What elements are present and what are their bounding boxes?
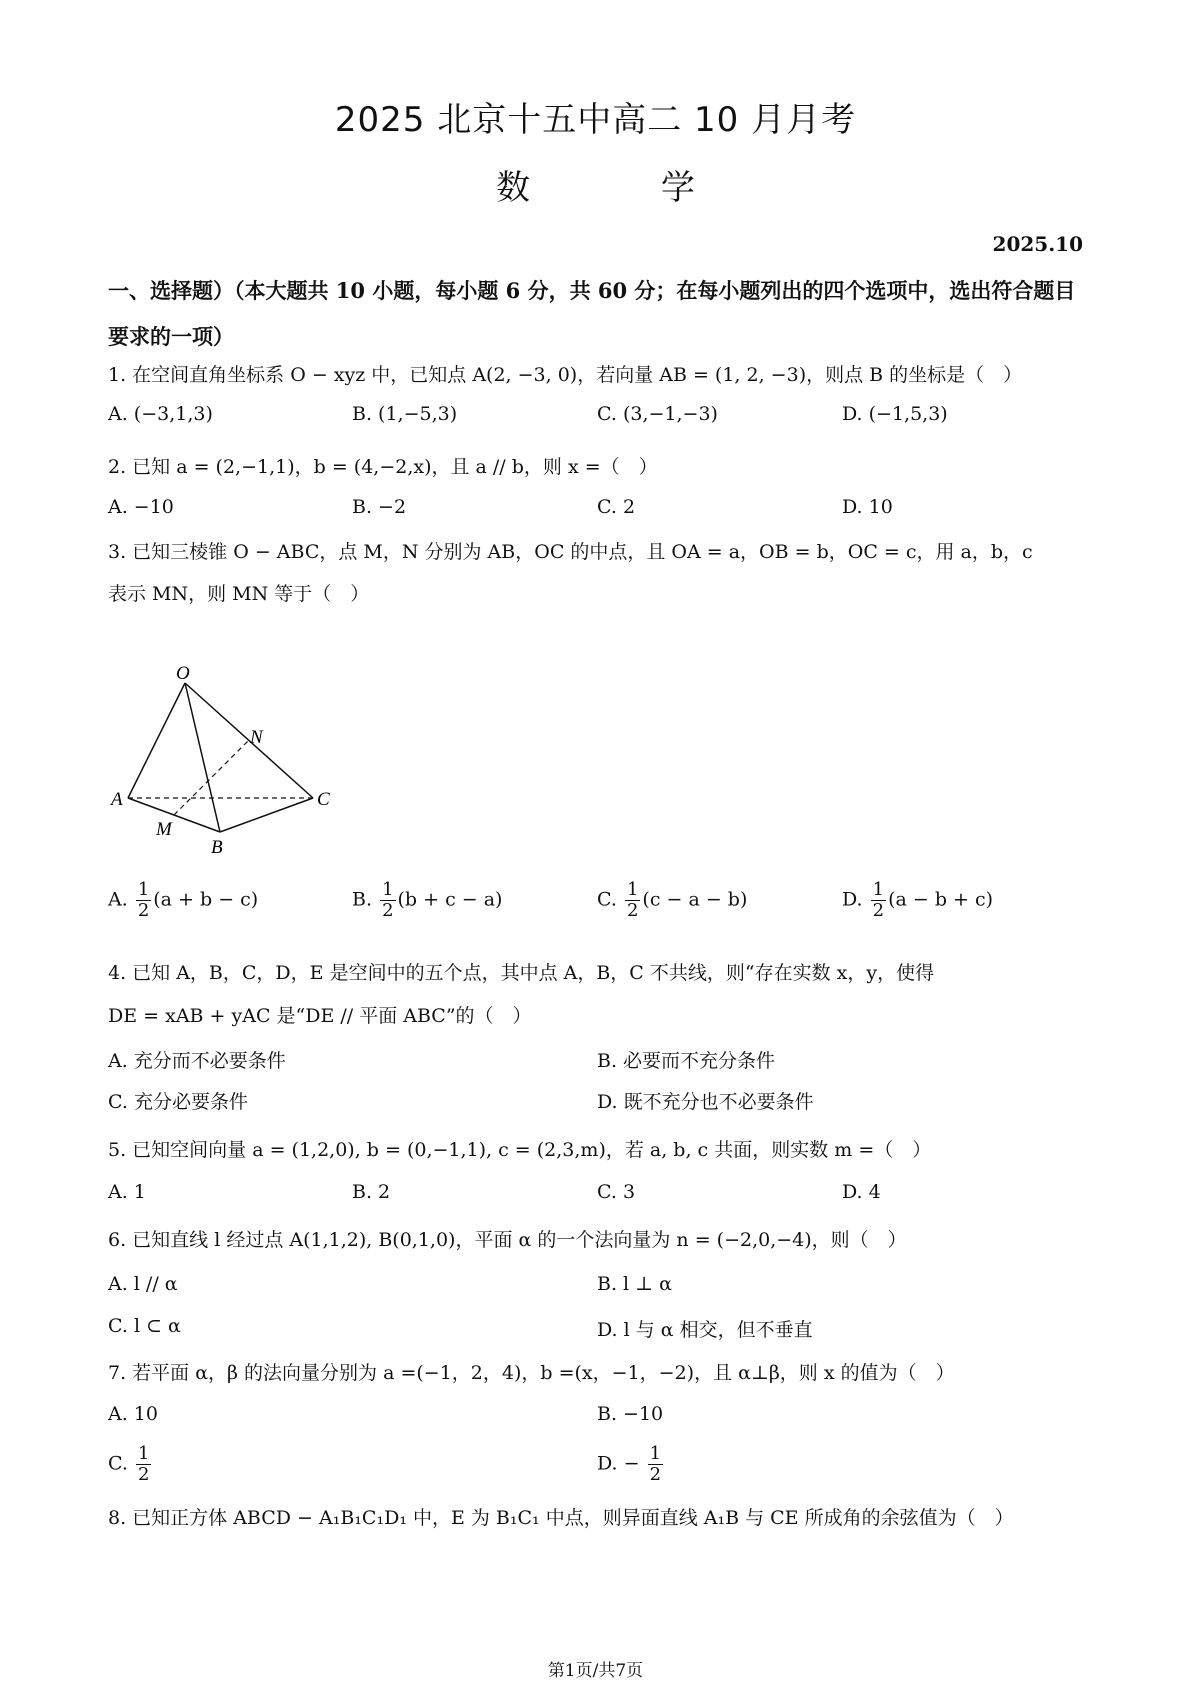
question-1-option-d: D. (−1,5,3) bbox=[842, 403, 948, 425]
exam-date: 2025.10 bbox=[992, 232, 1083, 256]
question-8-stem: 8. 已知正方体 ABCD − A₁B₁C₁D₁ 中，E 为 B₁C₁ 中点，则异面直线 A₁B 与 CE 所成角的余弦值为（ ） bbox=[108, 1507, 1014, 1529]
question-7-option-d bbox=[597, 1444, 665, 1485]
label-o: O bbox=[176, 665, 190, 684]
option-prefix: D. bbox=[597, 1452, 618, 1475]
question-6-option-a: A. l // α bbox=[108, 1273, 178, 1295]
option-prefix: C. bbox=[597, 888, 617, 911]
denominator: 2 bbox=[872, 900, 885, 921]
denominator: 2 bbox=[137, 900, 150, 921]
question-6-stem: 6. 已知直线 l 经过点 A(1,1,2), B(0,1,0)，平面 α 的一个法向量为 n = (−2,0,−4)，则（ ） bbox=[108, 1229, 907, 1251]
fraction bbox=[136, 1444, 151, 1485]
question-3-stem-line1: 3. 已知三棱锥 O − ABC，点 M，N 分别为 AB，OC 的中点，且 OA = a，OB = b，OC = c，用 a，b，c bbox=[108, 541, 1033, 563]
option-expr: (a − b + c) bbox=[888, 888, 994, 911]
question-2-option-b: B. −2 bbox=[352, 496, 407, 518]
numerator: 1 bbox=[137, 1443, 150, 1464]
option-expr: (b + c − a) bbox=[397, 888, 503, 911]
numerator: 1 bbox=[382, 879, 394, 900]
question-4-option-d: D. 既不充分也不必要条件 bbox=[597, 1091, 814, 1113]
segment-mn bbox=[174, 740, 249, 815]
question-4-option-c: C. 充分必要条件 bbox=[108, 1091, 248, 1113]
denominator: 2 bbox=[649, 1464, 662, 1485]
question-4-option-b: B. 必要而不充分条件 bbox=[597, 1050, 776, 1072]
question-1-option-c: C. (3,−1,−3) bbox=[597, 403, 718, 425]
fraction bbox=[871, 880, 886, 921]
question-7-option-b: B. −10 bbox=[597, 1403, 664, 1425]
question-3-stem-line2: 表示 MN，则 MN 等于（ ） bbox=[108, 583, 370, 605]
option-prefix: C. bbox=[108, 1452, 128, 1475]
numerator: 1 bbox=[137, 879, 150, 900]
question-2-option-a: A. −10 bbox=[108, 496, 174, 518]
question-5-option-d: D. 4 bbox=[842, 1181, 881, 1203]
question-6-option-d: D. l 与 α 相交，但不垂直 bbox=[597, 1319, 813, 1341]
tetrahedron-figure bbox=[108, 665, 348, 860]
option-prefix: D. bbox=[842, 888, 863, 911]
option-expr: (a + b − c) bbox=[153, 888, 259, 911]
option-prefix: A. bbox=[108, 888, 128, 911]
numerator: 1 bbox=[872, 879, 885, 900]
option-expr: (c − a − b) bbox=[642, 888, 748, 911]
question-5-option-c: C. 3 bbox=[597, 1181, 636, 1203]
question-3-option-d bbox=[842, 880, 993, 921]
label-a: A bbox=[111, 789, 123, 810]
question-5-option-a: A. 1 bbox=[108, 1181, 146, 1203]
label-b: B bbox=[211, 837, 223, 858]
question-7-option-a: A. 10 bbox=[108, 1403, 158, 1425]
question-1-stem: 1. 在空间直角坐标系 O − xyz 中，已知点 A(2, −3, 0)，若向量 AB = (1, 2, −3)，则点 B 的坐标是（ ） bbox=[108, 364, 1023, 386]
edge-oc bbox=[185, 683, 313, 798]
question-5-option-b: B. 2 bbox=[352, 1181, 391, 1203]
numerator: 1 bbox=[626, 879, 639, 900]
question-4-stem-line2: DE = xAB + yAC 是“DE // 平面 ABC”的（ ） bbox=[108, 1005, 532, 1027]
fraction bbox=[648, 1444, 663, 1485]
label-c: C bbox=[317, 789, 330, 810]
edge-ob bbox=[185, 683, 220, 832]
option-prefix: B. bbox=[352, 888, 373, 911]
subject-title: 数 学 bbox=[496, 168, 755, 208]
numerator: 1 bbox=[649, 1443, 662, 1464]
question-1-option-b: B. (1,−5,3) bbox=[352, 403, 458, 425]
question-4-stem-line1: 4. 已知 A，B，C，D，E 是空间中的五个点，其中点 A，B，C 不共线，则“存在实数 x，y，使得 bbox=[108, 962, 935, 984]
option-sign: − bbox=[623, 1452, 640, 1475]
edge-oa bbox=[128, 683, 185, 798]
denominator: 2 bbox=[382, 900, 394, 921]
page-footer: 第1页/共7页 bbox=[547, 1661, 644, 1681]
section-heading: 一、选择题）（本大题共 10 小题，每小题 6 分，共 60 分；在每小题列出的四个选项中，选出符合题目要求的一项） bbox=[108, 278, 1076, 349]
question-2-stem: 2. 已知 a = (2,−1,1)，b = (4,−2,x)，且 a // b，则 x =（ ） bbox=[108, 456, 658, 478]
fraction bbox=[625, 880, 640, 921]
question-6-option-c: C. l ⊂ α bbox=[108, 1315, 181, 1337]
question-2-option-d: D. 10 bbox=[842, 496, 893, 518]
question-2-option-c: C. 2 bbox=[597, 496, 636, 518]
edge-bc bbox=[220, 798, 313, 832]
question-1-option-a: A. (−3,1,3) bbox=[108, 403, 213, 425]
denominator: 2 bbox=[137, 1464, 150, 1485]
question-3-option-b bbox=[352, 880, 502, 921]
question-3-option-c bbox=[597, 880, 747, 921]
denominator: 2 bbox=[626, 900, 639, 921]
page-title: 2025 北京十五中高二 10 月月考 bbox=[334, 100, 857, 140]
fraction bbox=[380, 880, 395, 921]
question-3-option-a bbox=[108, 880, 258, 921]
fraction bbox=[136, 880, 151, 921]
label-n: N bbox=[250, 727, 263, 748]
question-7-option-c bbox=[108, 1444, 153, 1485]
label-m: M bbox=[156, 819, 172, 840]
question-6-option-b: B. l ⊥ α bbox=[597, 1273, 672, 1295]
question-4-option-a: A. 充分而不必要条件 bbox=[108, 1050, 286, 1072]
question-7-stem: 7. 若平面 α，β 的法向量分别为 a =(−1，2，4)，b =(x，−1，−2)，且 α⊥β，则 x 的值为（ ） bbox=[108, 1362, 955, 1384]
question-5-stem: 5. 已知空间向量 a = (1,2,0), b = (0,−1,1), c = (2,3,m)，若 a, b, c 共面，则实数 m =（ ） bbox=[108, 1139, 932, 1161]
